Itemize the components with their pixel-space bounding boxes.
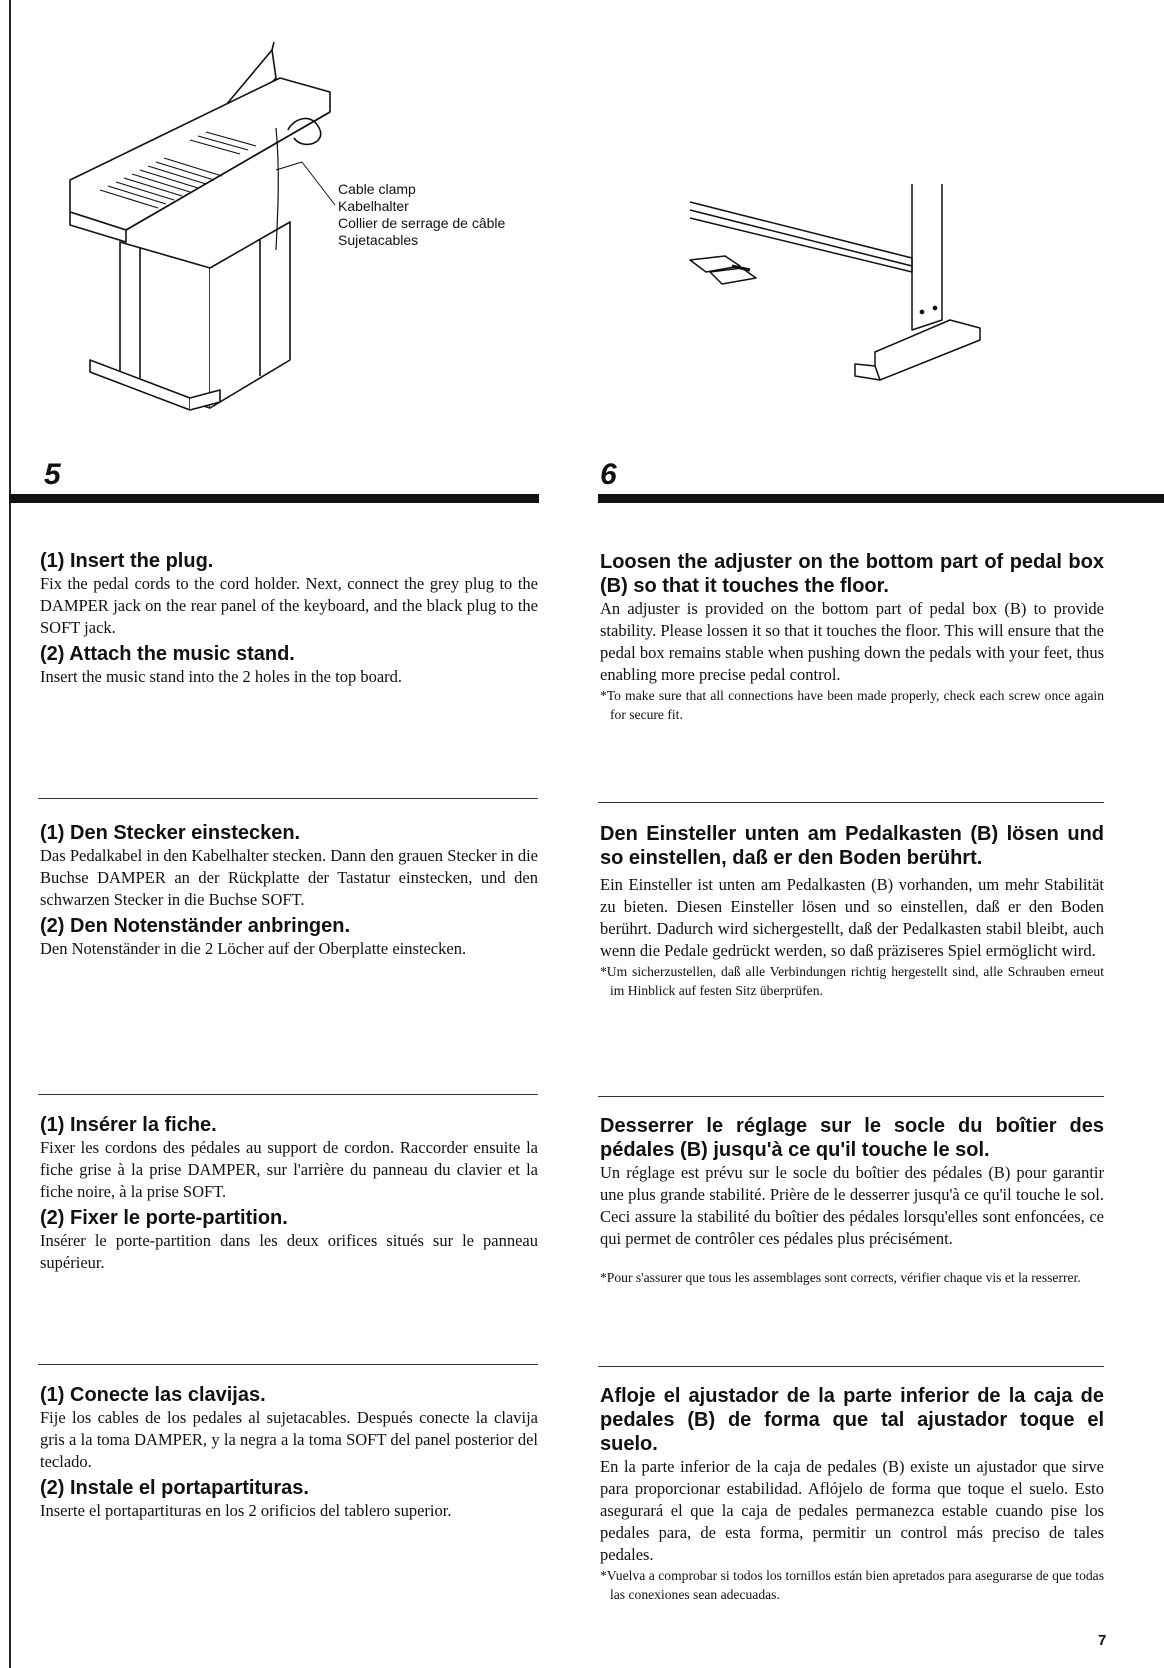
de-right-column bbox=[600, 822, 1104, 1000]
figure-6-pedal-box-illustration bbox=[680, 180, 1020, 400]
de-music-stand-text: Den Notenständer in die 2 Löcher auf der Oberplatte einstecken. bbox=[40, 939, 467, 958]
es-music-stand-text: Inserte el portapartituras en los 2 orificios del tablero superior. bbox=[40, 1501, 452, 1520]
fr-music-stand-heading: (2) Fixer le porte-partition. bbox=[40, 1207, 288, 1229]
page-number: 7 bbox=[1098, 1632, 1107, 1649]
fr-right-column bbox=[600, 1114, 1104, 1287]
fr-adjuster-text: Un réglage est prévu sur le socle du boîtier des pédales (B) pour garantir une plus grande stabilité. Prière de le desserrer jusqu'à ce qu'il touche le sol. Ceci assure la stabilité du boîtier des pédales lorsqu'elles sont enfoncées, ce qui permet de contrôler ces pédales plus précisément. bbox=[600, 1163, 1104, 1248]
fr-left-column bbox=[40, 1114, 538, 1274]
divider-de-fr-right bbox=[598, 1096, 1104, 1097]
de-insert-plug-heading: (1) Den Stecker einstecken. bbox=[40, 822, 301, 844]
es-adjuster-note: *Vuelva a comprobar si todos los tornillos están bien apretados para asegurarse de que todas las conexiones sean adecuadas. bbox=[600, 1568, 1104, 1602]
de-adjuster-text: Ein Einsteller ist unten am Pedalkasten (B) vorhanden, um mehr Stabilität zu bieten. Diesen Einsteller lösen und so einstellen, daß er den Boden berührt. Dadurch wird sichergestellt, daß der Pedalkasten stabil bleibt, auch wenn die Pedale gedrückt werden, so daß präziseres Spiel ermöglicht wird. bbox=[600, 875, 1104, 960]
de-adjuster-note: *Um sicherzustellen, daß alle Verbindungen richtig hergestellt sind, alle Schrauben erneut im Hinblick auf festen Sitz überprüfen. bbox=[600, 964, 1104, 998]
callout-label-de: Kabelhalter bbox=[338, 198, 409, 214]
de-music-stand-heading: (2) Den Notenständer anbringen. bbox=[40, 915, 351, 937]
cable-clamp-callout bbox=[338, 181, 505, 249]
de-insert-plug-text: Das Pedalkabel in den Kabelhalter stecken. Dann den grauen Stecker in die Buchse DAMPER an der Rückplatte der Tastatur einstecken, und den schwarzen Stecker in die Buchse SOFT. bbox=[40, 846, 538, 909]
en-left-column bbox=[40, 550, 538, 688]
es-insert-plug-text: Fije los cables de los pedales al sujetacables. Después conecte la clavija gris a la toma DAMPER, y la negra a la toma SOFT del panel posterior del teclado. bbox=[40, 1408, 538, 1471]
step-6-rule bbox=[598, 494, 1164, 503]
divider-fr-es-left bbox=[38, 1364, 538, 1365]
fr-music-stand-text: Insérer le porte-partition dans les deux orifices situés sur le panneau supérieur. bbox=[40, 1231, 538, 1272]
fr-insert-plug-text: Fixer les cordons des pédales au support de cordon. Raccorder ensuite la fiche grise à la prise DAMPER, sur l'arrière du panneau du clavier et la fiche noire, à la prise SOFT. bbox=[40, 1138, 538, 1201]
callout-label-en: Cable clamp bbox=[338, 181, 416, 197]
fr-adjuster-note: *Pour s'assurer que tous les assemblages sont corrects, vérifier chaque vis et la resserrer. bbox=[600, 1270, 1081, 1285]
callout-label-fr: Collier de serrage de câble bbox=[338, 215, 506, 231]
de-adjuster-heading: Den Einsteller unten am Pedalkasten (B) lösen und so einstellen, daß er den Boden berührt. bbox=[600, 823, 1104, 869]
fr-insert-plug-heading: (1) Insérer la fiche. bbox=[40, 1114, 217, 1136]
es-adjuster-text: En la parte inferior de la caja de pedales (B) existe un ajustador que sirve para proporcionar estabilidad. Aflójelo de forma que toque el suelo. Esto asegurará el que la caja de pedales permanezca estable cuando pise los pedales para, de esta forma, permitir un control más preciso de tales pedales. bbox=[600, 1457, 1104, 1564]
en-insert-plug-text: Fix the pedal cords to the cord holder. Next, connect the grey plug to the DAMPER jack on the rear panel of the keyboard, and the black plug to the SOFT jack. bbox=[40, 574, 538, 637]
step-number-6: 6 bbox=[600, 458, 617, 491]
divider-en-de-left bbox=[38, 798, 538, 799]
divider-en-de-right bbox=[598, 802, 1104, 803]
en-music-stand-text: Insert the music stand into the 2 holes in the top board. bbox=[40, 667, 403, 686]
en-right-column bbox=[600, 550, 1104, 724]
es-left-column bbox=[40, 1384, 538, 1522]
es-insert-plug-heading: (1) Conecte las clavijas. bbox=[40, 1384, 266, 1406]
en-music-stand-heading: (2) Attach the music stand. bbox=[40, 643, 295, 665]
en-adjuster-note: *To make sure that all connections have been made properly, check each screw once again for secure fit. bbox=[600, 688, 1104, 722]
divider-de-fr-left bbox=[38, 1094, 538, 1095]
en-adjuster-text: An adjuster is provided on the bottom part of pedal box (B) to provide stability. Please lossen it so that it touches the floor. This will ensure that the pedal box remains stable when pushing down the pedals with your feet, thus enabling more precise pedal control. bbox=[600, 599, 1104, 684]
en-adjuster-heading: Loosen the adjuster on the bottom part of pedal box (B) so that it touches the floor. bbox=[600, 551, 1104, 597]
step-5-rule bbox=[9, 494, 539, 503]
es-adjuster-heading: Afloje el ajustador de la parte inferior de la caja de pedales (B) de forma que tal ajustador toque el suelo. bbox=[600, 1385, 1104, 1455]
en-insert-plug-heading: (1) Insert the plug. bbox=[40, 550, 214, 572]
divider-fr-es-right bbox=[598, 1366, 1104, 1367]
es-right-column bbox=[600, 1384, 1104, 1604]
es-music-stand-heading: (2) Instale el portapartituras. bbox=[40, 1477, 309, 1499]
step-number-5: 5 bbox=[44, 458, 61, 491]
fr-adjuster-heading: Desserrer le réglage sur le socle du boîtier des pédales (B) jusqu'à ce qu'il touche le sol. bbox=[600, 1115, 1104, 1161]
binding-edge-line bbox=[9, 0, 11, 1668]
de-left-column bbox=[40, 822, 538, 960]
callout-label-es: Sujetacables bbox=[338, 232, 419, 248]
